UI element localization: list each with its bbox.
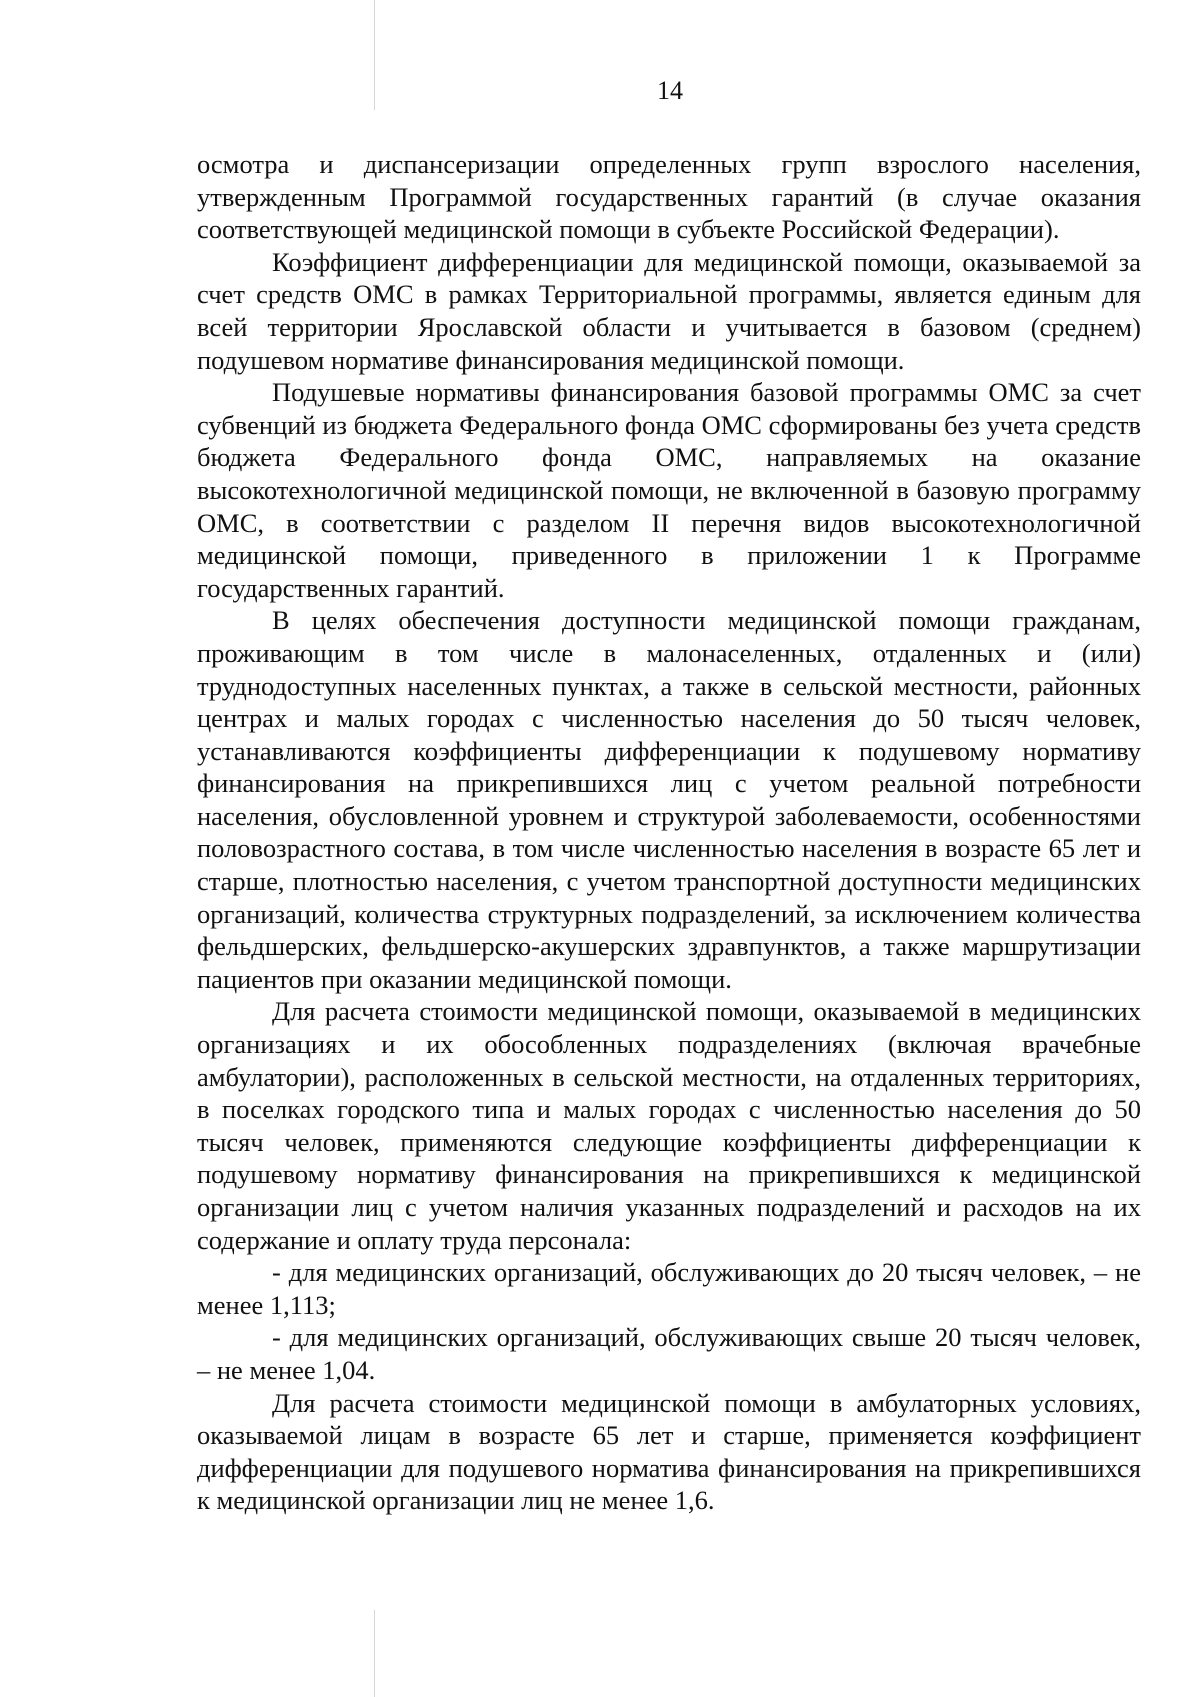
paragraph-continuation: осмотра и диспансеризации определенных групп взрослого населения, утвержденным Программой государственных гарантий (в случае оказания соответствующей медицинской помощи в субъекте Российской Федерации). xyxy=(197,149,1141,245)
scan-fold-line-bottom xyxy=(374,1610,375,1697)
list-item-up-to-20k: - для медицинских организаций, обслуживающих до 20 тысяч человек, – не менее 1,113; xyxy=(197,1257,1141,1320)
paragraph-differentiation-coefficient: Коэффициент дифференциации для медицинской помощи, оказываемой за счет средств ОМС в рамках Территориальной программы, является единым для всей территории Ярославской области и учитывается в базовом (среднем) подушевом нормативе финансирования медицинской помощи. xyxy=(197,246,1141,375)
paragraph-elderly-coefficient: Для расчета стоимости медицинской помощи в амбулаторных условиях, оказываемой лицам в возрасте 65 лет и старше, применяется коэффициент дифференциации для подушевого норматива финансирования на прикрепившихся к медицинской организации лиц не менее 1,6. xyxy=(197,1387,1141,1516)
paragraph-accessibility: В целях обеспечения доступности медицинской помощи гражданам, проживающим в том числе в малонаселенных, отдаленных и (или) труднодоступных населенных пунктах, а также в сельской местности, районных центрах и малых городах с численностью населения до 50 тысяч человек, устанавливаются коэффициенты дифференциации к подушевому нормативу финансирования на прикрепившихся лиц с учетом реальной потребности населения, обусловленной уровнем и структурой заболеваемости, особенностями половозрастного состава, в том числе численностью населения в возрасте 65 лет и старше, плотностью населения, с учетом транспортной доступности медицинских организаций, количества структурных подразделений, за исключением количества фельдшерских, фельдшерско-акушерских здравпунктов, а также маршрутизации пациентов при оказании медицинской помощи. xyxy=(197,605,1141,994)
page-number: 14 xyxy=(657,76,683,105)
paragraph-per-capita-standards: Подушевые нормативы финансирования базовой программы ОМС за счет субвенций из бюджета Федерального фонда ОМС сформированы без учета средств бюджета Федерального фонда ОМС, направляемых на оказание высокотехнологичной медицинской помощи, не включенной в базовую программу ОМС, в соответствии с разделом II перечня видов высокотехнологичной медицинской помощи, приведенного в приложении 1 к Программе государственных гарантий. xyxy=(197,377,1141,603)
document-body xyxy=(197,148,1141,1517)
list-item-over-20k: - для медицинских организаций, обслуживающих свыше 20 тысяч человек, – не менее 1,04. xyxy=(197,1322,1141,1385)
paragraph-cost-calculation: Для расчета стоимости медицинской помощи, оказываемой в медицинских организациях и их обособленных подразделениях (включая врачебные амбулатории), расположенных в сельской местности, на отдаленных территориях, в поселках городского типа и малых городах с численностью населения до 50 тысяч человек, применяются следующие коэффициенты дифференциации к подушевому нормативу финансирования на прикрепившихся к медицинской организации лиц с учетом наличия указанных подразделений и расходов на их содержание и оплату труда персонала: xyxy=(197,996,1141,1255)
